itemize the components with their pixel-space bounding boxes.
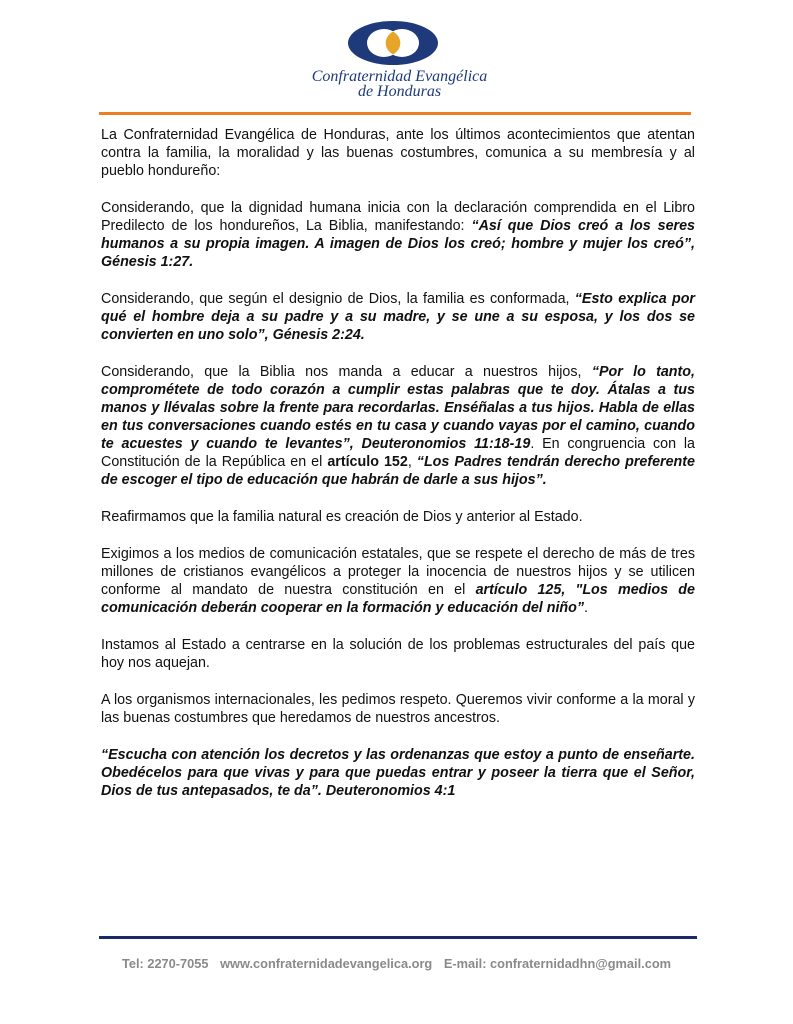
header-divider xyxy=(99,112,691,115)
footer-email[interactable]: E-mail: confraternidadhn@gmail.com xyxy=(443,956,672,971)
org-name-line2: de Honduras xyxy=(357,83,442,100)
paragraph-reaffirm: Reafirmamos que la familia natural es creación de Dios y anterior al Estado. xyxy=(101,509,583,525)
paragraph-international: A los organismos internacionales, les pedimos respeto. Queremos vivir conforme a la moral y las buenas costumbres que heredamos de nuestros ancestros. xyxy=(101,692,695,726)
paragraph-media: Exigimos a los medios de comunicación estatales, que se respete el derecho de más de tres millones de cristianos evangélicos a proteger la inocencia de nuestros hijos y se utilicen conforme al mandato de nuestra constitución en el artículo 125, "Los medios de comunicación deberán cooperar en la formación y educación del niño”. xyxy=(101,546,695,616)
paragraph-family: Considerando, que según el designio de Dios, la familia es conformada, “Esto explica por qué el hombre deja a su padre y a su madre, y se une a su esposa, y los dos se convierten en uno solo”, Génesis 2:24. xyxy=(101,291,695,343)
quote-deuteronomy-4-1: “Escucha con atención los decretos y las ordenanzas que estoy a punto de enseñarte. Obedécelos para que vivas y para que puedas entrar y poseer la tierra que el Señor, Dios de tus antepasados, te da”. Deuteronomios 4:1 xyxy=(101,747,695,799)
quote-genesis-1-27: “Así que Dios creó a los seres humanos a su propia imagen. A imagen de Dios los creó; hombre y mujer los creó”, Génesis 1:27. xyxy=(101,218,696,270)
document-body xyxy=(101,126,695,819)
quote-genesis-2-24: “Esto explica por qué el hombre deja a su padre y a su madre, y se une a su esposa, y los dos se convierten en uno solo”, Génesis 2:24. xyxy=(101,291,695,343)
footer-contact xyxy=(0,956,793,971)
footer-divider xyxy=(99,936,697,939)
organization-logo xyxy=(347,20,439,66)
intro-paragraph: La Confraternidad Evangélica de Honduras, ante los últimos acontecimientos que atentan contra la familia, la moralidad y las buenas costumbres, comunica a su membresía y al pueblo hondureño: xyxy=(101,127,695,179)
org-name-line1: Confraternidad Evangélica xyxy=(311,68,488,85)
quote-article-152: “Los Padres tendrán derecho preferente de escoger el tipo de educación que habrán de darle a sus hijos”. xyxy=(101,454,696,488)
paragraph-dignity: Considerando, que la dignidad humana inicia con la declaración comprendida en el Libro Predilecto de los hondureños, La Biblia, manifestando: “Así que Dios creó a los seres humanos a su propia imagen. A imagen de Dios los creó; hombre y mujer los creó”, Génesis 1:27. xyxy=(101,200,696,270)
paragraph-education: Considerando, que la Biblia nos manda a educar a nuestros hijos, “Por lo tanto, comprométete de todo corazón a cumplir estas palabras que te doy. Átalas a tus manos y llévalas sobre la frente para recordarlas. Enséñalas a tus hijos. Habla de ellas en tus conversaciones cuando estés en tu casa y cuando vayas por el camino, cuando te acuestes y cuando te levantes”, Deuteronomios 11:18-19. En congruencia con la Constitución de la República en el artículo 152, “Los Padres tendrán derecho preferente de escoger el tipo de educación que habrán de darle a sus hijos”. xyxy=(101,364,696,488)
quote-article-125: artículo 125, "Los medios de comunicación deberán cooperar en la formación y educación del niño” xyxy=(101,582,695,616)
paragraph-state: Instamos al Estado a centrarse en la solución de los problemas estructurales del país que hoy nos aquejan. xyxy=(101,637,695,671)
quote-deuteronomy-11: “Por lo tanto, comprométete de todo corazón a cumplir estas palabras que te doy. Átalas a tus manos y llévalas sobre la frente para recordarlas. Enséñalas a tus hijos. Habla de ellas en tus conversaciones cuando estés en tu casa y cuando vayas por el camino, cuando te acuestes y cuando te levantes”, Deuteronomios 11:18-19 xyxy=(101,364,696,452)
article-152: artículo 152 xyxy=(327,454,408,470)
footer-phone: Tel: 2270-7055 xyxy=(121,956,209,971)
footer-website[interactable]: www.confraternidadevangelica.org xyxy=(220,956,433,971)
